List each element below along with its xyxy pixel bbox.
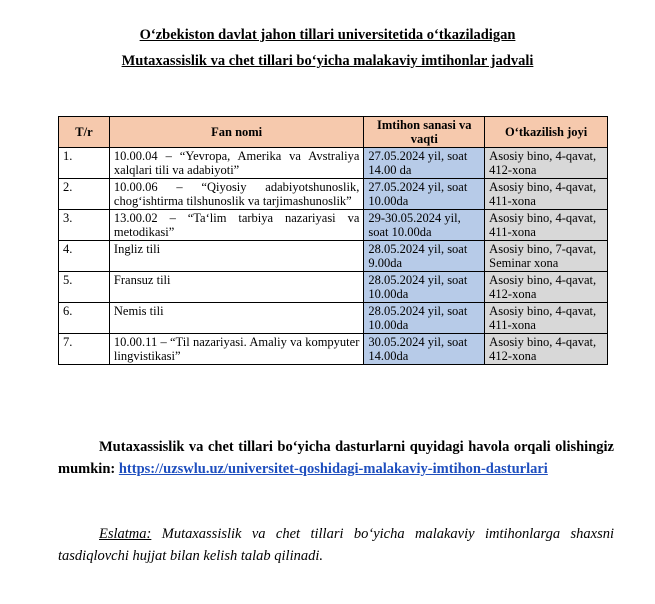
row-number: 6. xyxy=(59,303,110,334)
row-place: Asosiy bino, 4-qavat, 412-xona xyxy=(485,272,608,303)
row-subject: 10.00.11 – “Til nazariyasi. Amaliy va kompyuter lingvistikasi” xyxy=(109,334,363,365)
column-header-place: O‘tkazilish joyi xyxy=(485,117,608,148)
row-exam-time: 30.05.2024 yil, soat 14.00da xyxy=(364,334,485,365)
table-row xyxy=(59,334,608,365)
table-row xyxy=(59,148,608,179)
row-place: Asosiy bino, 4-qavat, 411-xona xyxy=(485,303,608,334)
row-number: 1. xyxy=(59,148,110,179)
row-exam-time: 27.05.2024 yil, soat 14.00 da xyxy=(364,148,485,179)
row-number: 3. xyxy=(59,210,110,241)
table-row xyxy=(59,179,608,210)
row-place: Asosiy bino, 4-qavat, 411-xona xyxy=(485,179,608,210)
exam-schedule-table xyxy=(58,116,608,365)
row-subject: 10.00.04 – “Yevropa, Amerika va Avstraliya xalqlari tili va adabiyoti” xyxy=(109,148,363,179)
programs-link[interactable]: https://uzswlu.uz/universitet-qoshidagi-malakaviy-imtihon-dasturlari xyxy=(118,461,548,477)
row-number: 5. xyxy=(59,272,110,303)
table-row xyxy=(59,272,608,303)
column-header-date: Imtihon sanasi va vaqti xyxy=(364,117,485,148)
row-number: 2. xyxy=(59,179,110,210)
row-place: Asosiy bino, 4-qavat, 412-xona xyxy=(485,334,608,365)
row-number: 4. xyxy=(59,241,110,272)
row-subject: 10.00.06 – “Qiyosiy adabiyotshunoslik, chog‘ishtirma tilshunoslik va tarjimashunoslik” xyxy=(109,179,363,210)
table-row xyxy=(59,303,608,334)
document-title-line2: Mutaxassislik va chet tillari bo‘yicha malakaviy imtihonlar jadvali xyxy=(121,53,534,69)
row-subject: 13.00.02 – “Ta‘lim tarbiya nazariyasi va metodikasi” xyxy=(109,210,363,241)
row-exam-time: 28.05.2024 yil, soat 10.00da xyxy=(364,303,485,334)
note-text: Mutaxassislik va chet tillari bo‘yicha malakaviy imtihonlarga shaxsni tasdiqlovchi hujjat bilan kelish talab qilinadi. xyxy=(58,526,615,564)
table-row xyxy=(59,241,608,272)
row-subject: Ingliz tili xyxy=(109,241,363,272)
row-number: 7. xyxy=(59,334,110,365)
row-subject: Nemis tili xyxy=(109,303,363,334)
row-subject: Fransuz tili xyxy=(109,272,363,303)
column-header-number: T/r xyxy=(59,117,110,148)
row-exam-time: 29-30.05.2024 yil, soat 10.00da xyxy=(364,210,485,241)
column-header-subject: Fan nomi xyxy=(109,117,363,148)
row-exam-time: 27.05.2024 yil, soat 10.00da xyxy=(364,179,485,210)
row-place: Asosiy bino, 7-qavat, Seminar xona xyxy=(485,241,608,272)
row-place: Asosiy bino, 4-qavat, 412-xona xyxy=(485,148,608,179)
row-place: Asosiy bino, 4-qavat, 411-xona xyxy=(485,210,608,241)
row-exam-time: 28.05.2024 yil, soat 10.00da xyxy=(364,272,485,303)
table-row xyxy=(59,210,608,241)
programs-paragraph xyxy=(58,436,614,480)
document-title-line1: O‘zbekiston davlat jahon tillari universitetida o‘tkaziladigan xyxy=(139,27,516,43)
row-exam-time: 28.05.2024 yil, soat 9.00da xyxy=(364,241,485,272)
note-label: Eslatma: xyxy=(99,526,152,542)
programs-text: Mutaxassislik va chet tillari bo‘yicha dasturlarni quyidagi havola orqali olishingiz mumkin: xyxy=(58,439,614,477)
table-header-row xyxy=(59,117,608,148)
note-paragraph xyxy=(58,523,614,567)
